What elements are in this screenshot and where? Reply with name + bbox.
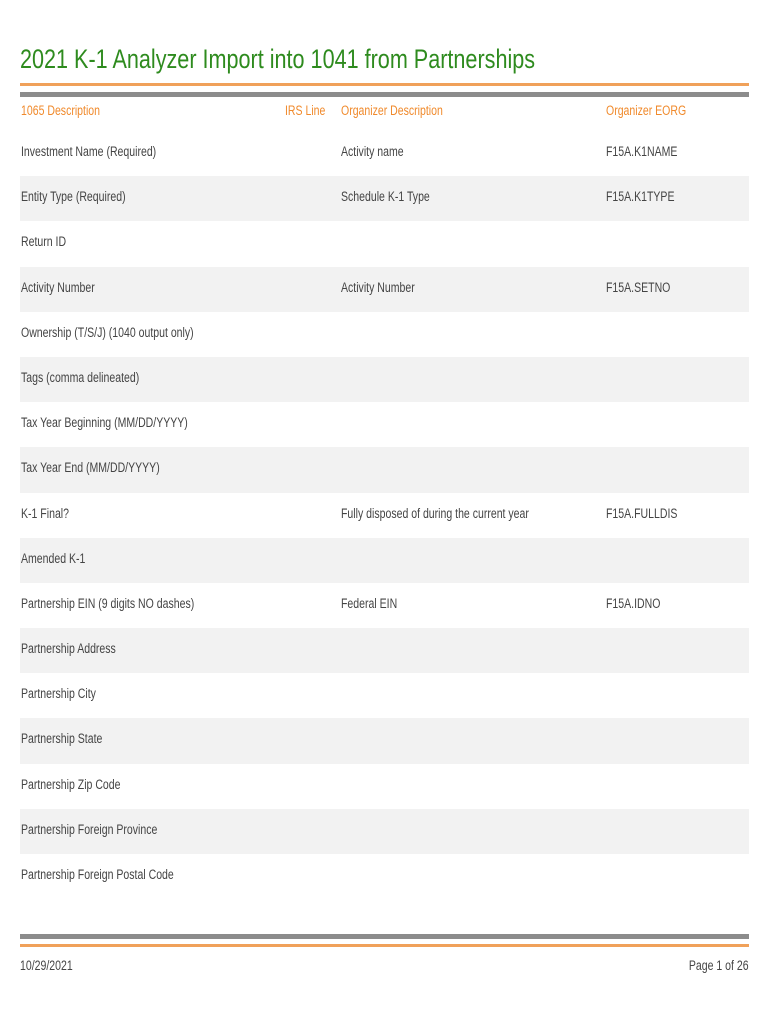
table-row [20,718,749,763]
title-rule-orange [20,83,749,86]
table-cell-c1: Partnership Zip Code [21,776,121,792]
table-row [20,221,749,266]
title-rule-gray [20,92,749,97]
table-cell-c3: Activity Number [341,279,415,295]
table-cell-c1: Tags (comma delineated) [21,369,140,385]
table-cell-c3: Federal EIN [341,595,398,611]
table-cell-c1: Partnership Foreign Province [21,821,158,837]
table-row [20,357,749,402]
footer-rule-orange [20,944,749,947]
table-cell-c3: Fully disposed of during the current year [341,505,529,521]
table-cell-c4: F15A.K1NAME [606,144,678,159]
table-cell-c4: F15A.FULLDIS [606,505,678,521]
table-row [20,538,749,583]
table-cell-c1: Partnership Foreign Postal Code [21,867,174,882]
table-cell-c1: Amended K-1 [21,550,86,566]
table-row [20,447,749,492]
table-cell-c1: K-1 Final? [21,505,69,521]
footer-date: 10/29/2021 [20,958,73,973]
header-irs-line: IRS Line [285,103,326,118]
table-cell-c1: Partnership EIN (9 digits NO dashes) [21,595,195,611]
table-row [20,854,749,899]
table-row [20,312,749,357]
table-row [20,176,749,221]
table-cell-c1: Partnership Address [21,641,116,657]
table-cell-c1: Entity Type (Required) [21,189,126,205]
table-row [20,493,749,538]
footer-rule-gray [20,934,749,939]
table-row [20,809,749,854]
header-organizer-eorg: Organizer EORG [606,103,687,118]
table-row [20,402,749,447]
table-row [20,628,749,673]
table-cell-c1: Partnership State [21,731,103,747]
footer-page-number: Page 1 of 26 [689,958,749,973]
table-cell-c1: Return ID [21,234,67,250]
table-cell-c4: F15A.IDNO [606,595,661,611]
table-row [20,764,749,809]
table-cell-c1: Ownership (T/S/J) (1040 output only) [21,324,194,340]
table-cell-c1: Tax Year End (MM/DD/YYYY) [21,460,160,476]
table-row [20,583,749,628]
table-row [20,131,749,176]
mapping-table [20,131,749,899]
header-organizer-description: Organizer Description [341,103,443,118]
table-row [20,267,749,312]
table-cell-c1: Partnership City [21,686,96,702]
table-cell-c1: Investment Name (Required) [21,144,157,159]
table-cell-c4: F15A.SETNO [606,279,671,295]
table-cell-c3: Activity name [341,144,404,159]
table-cell-c4: F15A.K1TYPE [606,189,675,205]
table-header [20,103,749,125]
page-title: 2021 K-1 Analyzer Import into 1041 from Partnerships [20,44,536,74]
table-row [20,673,749,718]
table-cell-c1: Tax Year Beginning (MM/DD/YYYY) [21,415,188,431]
table-cell-c1: Activity Number [21,279,95,295]
table-cell-c3: Schedule K-1 Type [341,189,430,205]
header-1065-description: 1065 Description [21,103,101,118]
